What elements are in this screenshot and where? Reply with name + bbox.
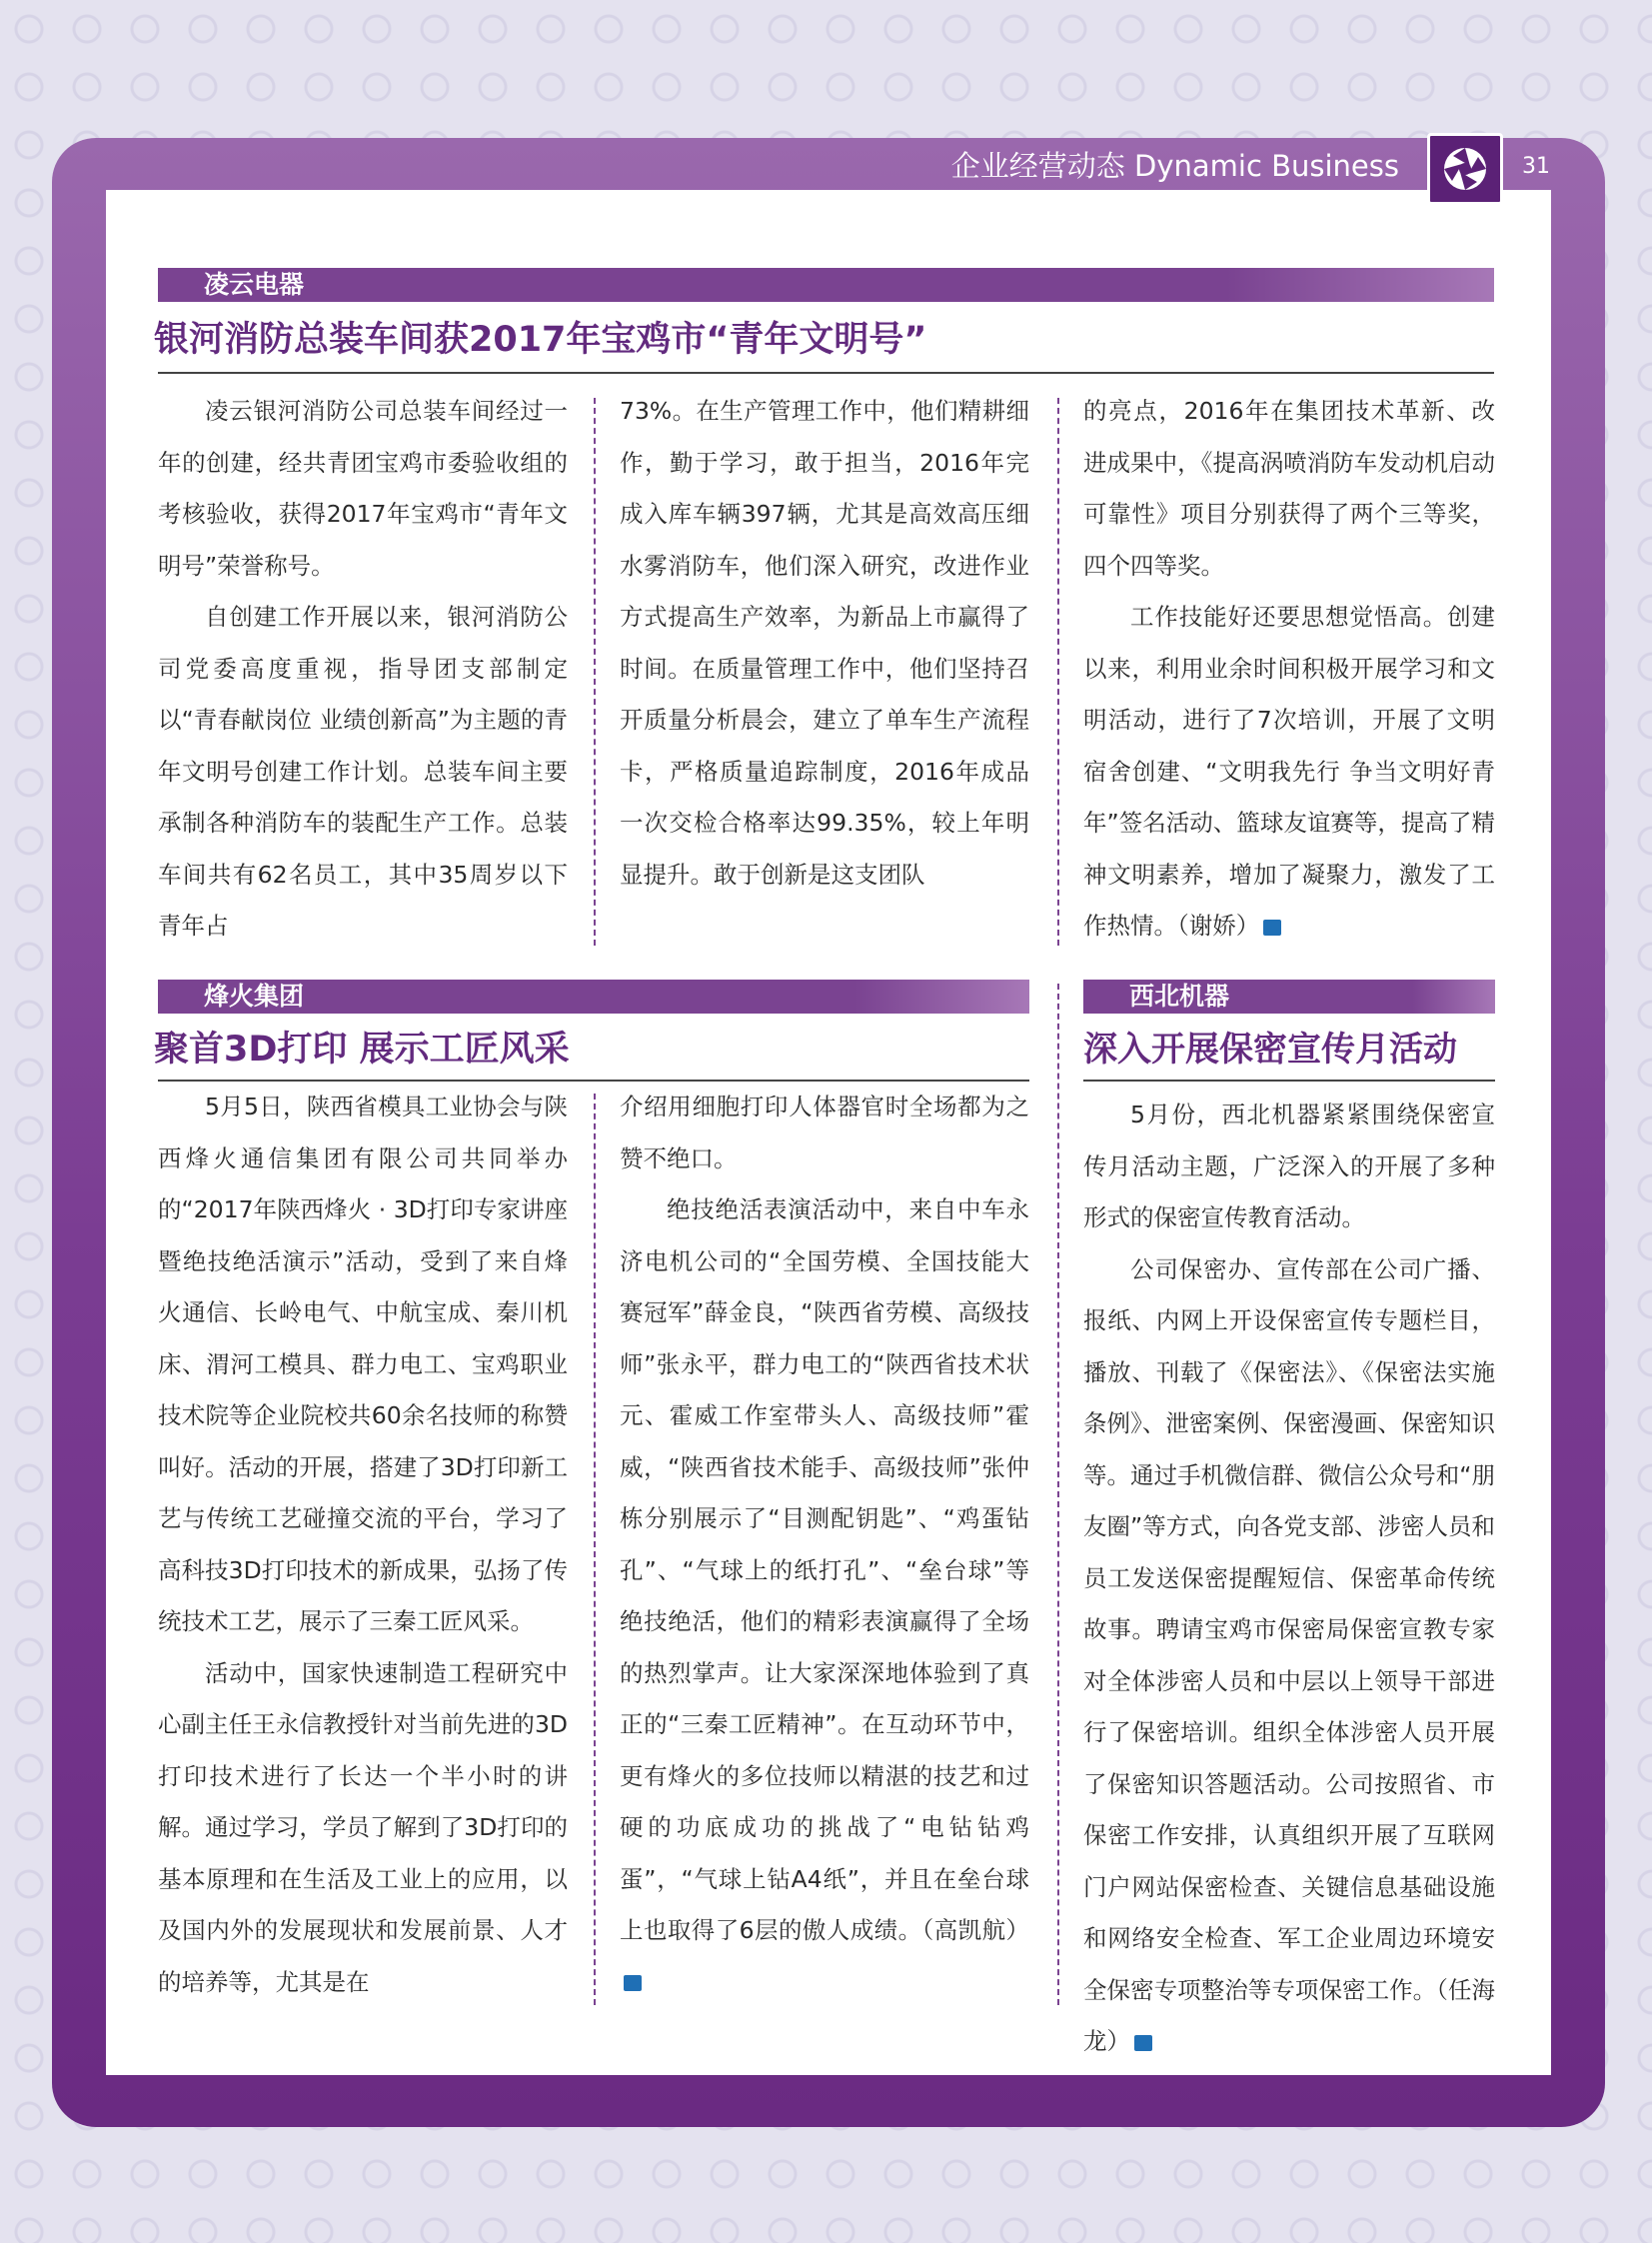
article2-section-label: 烽火集团 bbox=[158, 980, 1029, 1014]
article3-column-1 bbox=[1083, 1090, 1495, 2055]
article3-col1-paragraph-2: 公司保密办、宣传部在公司广播、报纸、内网上开设保密宣传专题栏目，播放、刊载了《保密法》、《保密法实施条例》、泄密案例、保密漫画、保密知识等。通过手机微信群、微信公众号和“朋友圈”等方式，向各党支部、涉密人员和员工发送保密提醒短信、保密革命传统故事。聘请宝鸡市保密局保密宣教专家对全体涉密人员和中层以上领导干部进行了保密培训。组织全体涉密人员开展了保密知识答题活动。公司按照省、市保密工作安排，认真组织开展了互联网门户网站保密检查、关键信息基础设施和网络安全检查、军工企业周边环境安全保密专项整治等专项保密工作。（任海龙） bbox=[1083, 1254, 1495, 2055]
article1-column-divider-2 bbox=[1057, 398, 1059, 946]
article1-col3-paragraph-1: 的亮点，2016年在集团技术革新、改进成果中，《提高涡喷消防车发动机启动可靠性》项目分别获得了两个三等奖，四个四等奖。 bbox=[1083, 397, 1495, 580]
article2-col1-paragraph-2: 活动中，国家快速制造工程研究中心副主任王永信教授针对当前先进的3D打印技术进行了长达一个半小时的讲解。通过学习，学员了解到了3D打印的基本原理和在生活及工业上的应用，以及国内外的发展现状和发展前景、人才的培养等，尤其是在 bbox=[158, 1658, 568, 1996]
article-end-icon bbox=[1263, 920, 1281, 936]
article3-section-label: 西北机器 bbox=[1083, 980, 1495, 1014]
article2-headline: 聚首3D打印 展示工匠风采 bbox=[154, 1030, 570, 1070]
article3-rule bbox=[1083, 1080, 1495, 1082]
article1-column-2 bbox=[620, 386, 1029, 954]
section-header-title: 企业经营动态 Dynamic Business bbox=[950, 149, 1399, 183]
article1-col1-paragraph-1: 凌云银河消防公司总装车间经过一年的创建，经共青团宝鸡市委验收组的考核验收，获得2017年宝鸡市“青年文明号”荣誉称号。 bbox=[158, 397, 568, 580]
article3-headline: 深入开展保密宣传月活动 bbox=[1083, 1030, 1457, 1070]
article-end-icon bbox=[1134, 2035, 1152, 2051]
article2-column-2 bbox=[620, 1082, 1029, 2007]
article1-rule bbox=[158, 372, 1494, 374]
article1-column-divider-1 bbox=[594, 398, 596, 946]
article3-column-divider bbox=[1057, 984, 1059, 2005]
article1-col3-paragraph-2: 工作技能好还要思想觉悟高。创建以来，利用业余时间积极开展学习和文明活动，进行了7次培训，开展了文明宿舍创建、“文明我先行 争当文明好青年”签名活动、篮球友谊赛等，提高了精神文明素养，增加了凝聚力，激发了工作热情。（谢娇） bbox=[1083, 603, 1495, 940]
article2-column-divider bbox=[594, 1094, 596, 2005]
article2-column-1 bbox=[158, 1082, 568, 2007]
article1-headline: 银河消防总装车间获2017年宝鸡市“青年文明号” bbox=[154, 320, 927, 360]
article-end-icon bbox=[624, 1975, 642, 1991]
company-logo-icon bbox=[1427, 133, 1503, 205]
article1-column-3 bbox=[1083, 386, 1495, 954]
article2-col2-paragraph-2: 绝技绝活表演活动中，来自中车永济电机公司的“全国劳模、全国技能大赛冠军”薛金良，“陕西省劳模、高级技师”张永平，群力电工的“陕西省技术状元、霍威工作室带头人、高级技师”霍威，“陕西省技术能手、高级技师”张仲栋分别展示了“目测配钥匙”、“鸡蛋钻孔”、“气球上的纸打孔”、“垒台球”等绝技绝活，他们的精彩表演赢得了全场的热烈掌声。让大家深深地体验到了真正的“三秦工匠精神”。在互动环节中，更有烽火的多位技师以精湛的技艺和过硬的功底成功的挑战了“电钻钻鸡蛋”，“气球上钻A4纸”，并且在垒台球上也取得了6层的傲人成绩。（高凯航） bbox=[620, 1195, 1029, 1944]
page-number: 31 bbox=[1522, 154, 1550, 179]
article1-section-label: 凌云电器 bbox=[158, 268, 1494, 302]
article1-col2-paragraph-1: 73%。在生产管理工作中，他们精耕细作，勤于学习，敢于担当，2016年完成入库车辆397辆，尤其是高效高压细水雾消防车，他们深入研究，改进作业方式提高生产效率，为新品上市赢得了时间。在质量管理工作中，他们坚持召开质量分析晨会，建立了单车生产流程卡，严格质量追踪制度，2016年成品一次交检合格率达99.35%，较上年明显提升。敢于创新是这支团队 bbox=[620, 397, 1029, 889]
article2-col1-paragraph-1: 5月5日，陕西省模具工业协会与陕西烽火通信集团有限公司共同举办的“2017年陕西烽火 · 3D打印专家讲座暨绝技绝活演示”活动，受到了来自烽火通信、长岭电气、中航宝成、秦川机床、渭河工模具、群力电工、宝鸡职业技术院等企业院校共60余名技师的称赞叫好。活动的开展，搭建了3D打印新工艺与传统工艺碰撞交流的平台，学习了高科技3D打印技术的新成果，弘扬了传统技术工艺，展示了三秦工匠风采。 bbox=[158, 1093, 568, 1635]
article1-column-1 bbox=[158, 386, 568, 954]
article3-col1-paragraph-1: 5月份，西北机器紧紧围绕保密宣传月活动主题，广泛深入的开展了多种形式的保密宣传教育活动。 bbox=[1083, 1101, 1495, 1231]
article1-col1-paragraph-2: 自创建工作开展以来，银河消防公司党委高度重视，指导团支部制定以“青春献岗位 业绩创新高”为主题的青年文明号创建工作计划。总装车间主要承制各种消防车的装配生产工作。总装车间共有62名员工，其中35周岁以下青年占 bbox=[158, 603, 568, 940]
article2-col2-paragraph-1: 介绍用细胞打印人体器官时全场都为之赞不绝口。 bbox=[620, 1093, 1029, 1172]
